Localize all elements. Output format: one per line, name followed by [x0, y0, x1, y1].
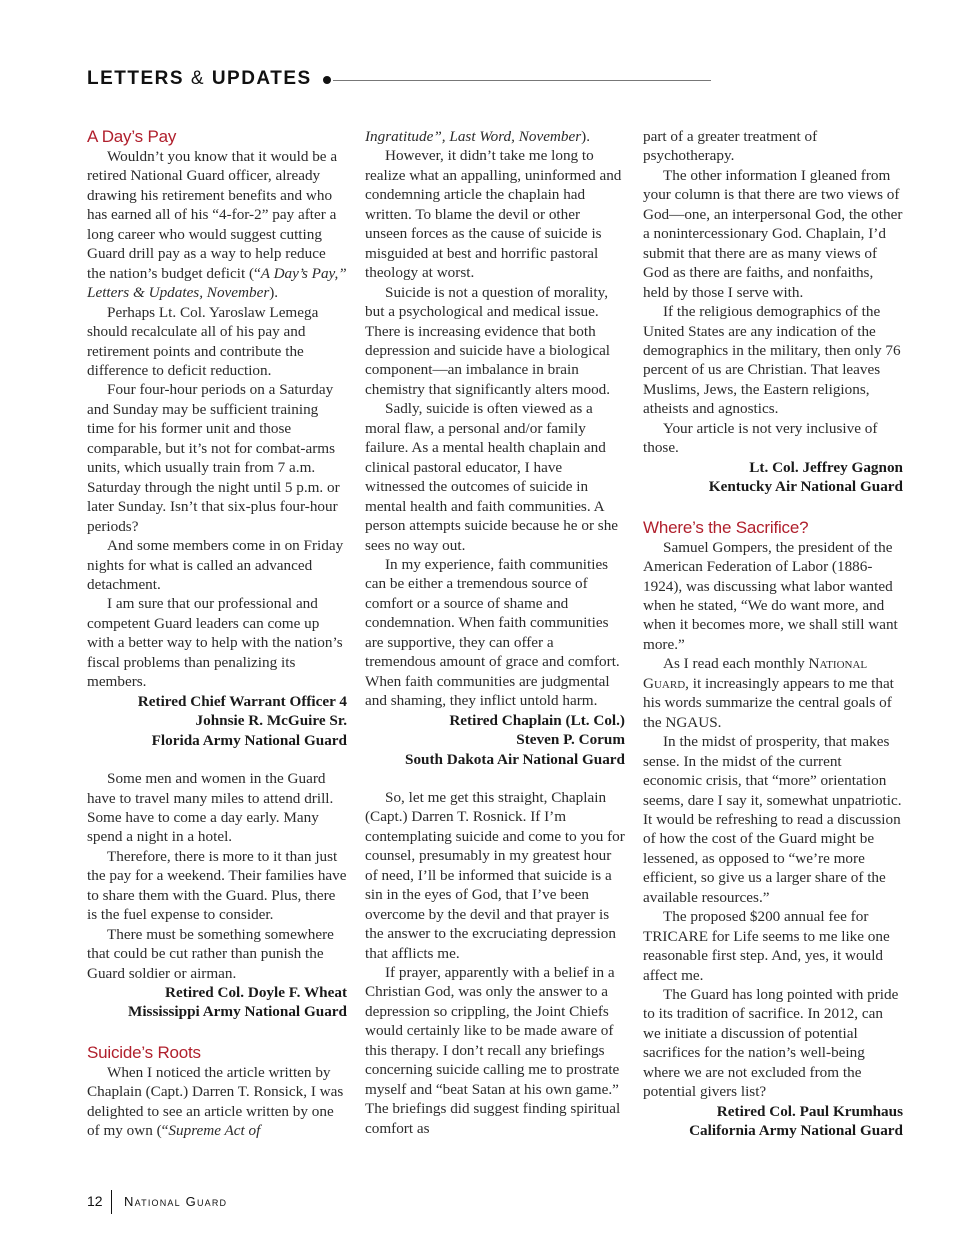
letter-paragraph: If prayer, apparently with a belief in a Christian God, was only the answer to a depression so crippling, the Joint Chiefs would certainly like to be made aware of this therapy. I don’t recall any briefings concerning suicide calling me to prostrate myself and “beat Satan at his own game.” The briefings did suggest finding spiritual comfort as	[365, 964, 621, 1137]
heading-wheres-the-sacrifice: Where’s the Sacrifice?	[643, 517, 809, 537]
signature-corum: Retired Chaplain (Lt. Col.) Steven P. Corum South Dakota Air National Guard	[405, 711, 625, 768]
section-title-letters: LETTERS	[87, 68, 185, 89]
letter-paragraph: Samuel Gompers, the president of the American Federation of Labor (1886-1924), was discussing what labor wanted when he stated, “We do want more, and when it becomes more, we shall still want more.”	[643, 538, 898, 653]
page-number: 12	[87, 1193, 103, 1209]
letter-paragraph: I am sure that our professional and competent Guard leaders can come up with a better way to help with the nation’s fiscal problems than penalizing its members.	[87, 595, 343, 691]
header-rule	[333, 80, 711, 81]
footer-divider	[111, 1190, 112, 1214]
letter-paragraph: There must be something somewhere that could be cut rather than punish the Guard soldier or airman.	[87, 925, 334, 982]
publication-name: National Guard	[124, 1194, 228, 1209]
letter-paragraph: part of a greater treatment of psychotherapy.	[643, 128, 818, 165]
letter-paragraph: Your article is not very inclusive of those.	[643, 419, 878, 457]
letter-paragraph: If the religious demographics of the United States are any indication of the demographics in the military, then only 76 percent of us are Christian. That leaves Muslims, Jews, the Eastern religions, atheists and agnostics.	[643, 303, 901, 418]
letter-paragraph: When I noticed the article written by Chaplain (Capt.) Darren T. Ronsick, I was delighted to see an article written by one of my own (“Supreme Act of	[87, 1063, 344, 1140]
column-1	[87, 127, 347, 1141]
heading-suicides-roots: Suicide’s Roots	[87, 1042, 201, 1062]
signature-wheat: Retired Col. Doyle F. Wheat Mississippi Army National Guard	[128, 984, 347, 1021]
section-title-updates: UPDATES	[211, 68, 312, 89]
letter-paragraph: Four four-hour periods on a Saturday and Sunday may be sufficient training time for his former unit and those comparable, but it’s not for combat-arms units, which usually train from 7 a.m. Saturday through the night until 5 p.m. or later Sunday. Isn’t that six-plus four-hour periods?	[87, 381, 340, 535]
header-bullet-icon	[323, 76, 331, 84]
letter-paragraph: Sadly, suicide is often viewed as a moral flaw, a personal and/or family failure. As a mental health chaplain and clinical pastoral educator, I have witnessed the outcomes of suicide in mental health and faith communities. A person attempts suicide because he or she sees no way out.	[365, 400, 619, 554]
letter-paragraph: In my experience, faith communities can be either a tremendous source of comfort or a source of shame and condemnation. When faith communities are supportive, they can offer a tremendous amount of grace and comfort. When faith communities are judgmental and shaming, they inflict untold harm.	[365, 555, 620, 710]
letter-paragraph: And some members come in on Friday nights for what is called an advanced detachment.	[87, 537, 344, 593]
section-title-ampersand: &	[190, 68, 206, 89]
signature-mcguire: Retired Chief Warrant Officer 4 Johnsie R. McGuire Sr. Florida Army National Guard	[137, 692, 347, 749]
letter-paragraph: Suicide is not a question of morality, but a psychological and medical issue. There is increasing evidence that both depression and suicide have a biological component—an imbalance in brain chemistry that significantly alters mood.	[365, 283, 611, 398]
letter-paragraph: In the midst of prosperity, that makes sense. In the midst of the current economic crisis, that “more” orientation seems, dare I say it, somewhat unpatriotic. It would be refreshing to read a discussion of how the cost of the Guard might be lessened, as opposed to “we’re more efficient, so give us a larger share of the available resources.”	[643, 733, 902, 906]
letter-paragraph: Some men and women in the Guard have to travel many miles to attend drill. Some have to come a day early. Many spend a night in a hotel.	[87, 770, 334, 846]
letter-paragraph: As I read each monthly National Guard, it increasingly appears to me that his words summarize the central goals of the NGAUS.	[643, 655, 894, 731]
section-header	[87, 66, 627, 96]
signature-krumhaus: Retired Col. Paul Krumhaus California Army National Guard	[689, 1102, 903, 1140]
letter-paragraph: Ingratitude”, Last Word, November).	[365, 128, 591, 145]
letter-paragraph: The proposed $200 annual fee for TRICARE for Life seems to me like one reasonable first step. And, yes, it would affect me.	[643, 908, 890, 984]
letter-paragraph: Perhaps Lt. Col. Yaroslaw Lemega should recalculate all of his pay and retirement points and contribute the difference to deficit reduction.	[87, 303, 319, 379]
letter-paragraph: The other information I gleaned from your column is that there are two views of God—one, an interpersonal God, the other a nonintercessionary God. Chaplain, I’d submit that there are as many views of God as there are faiths, and nonfaiths, held by those I serve with.	[643, 166, 903, 301]
column-3	[643, 127, 903, 1141]
letter-paragraph: So, let me get this straight, Chaplain (Capt.) Darren T. Rosnick. If I’m contemplating suicide and come to you for counsel, presumably in my greatest hour of need, I’ll be informed that suicide is a sin in the eyes of God, that I’ve been overcome by the devil and that prayer is the answer to the excruciating depression that afflicts me.	[365, 788, 625, 962]
letter-paragraph: However, it didn’t take me long to realize what an appalling, uninformed and condemning article the chaplain had written. To blame the devil or other unseen forces as the cause of suicide is misguided at best and horrific pastoral theology at worst.	[365, 147, 622, 282]
letter-paragraph: The Guard has long pointed with pride to its tradition of sacrifice. In 2012, can we initiate a discussion of potential sacrifices for the nation’s well-being where we are not excluded from the potential givers list?	[643, 986, 899, 1101]
letter-paragraph: Wouldn’t you know that it would be a retired National Guard officer, already drawing his retirement benefits and who has earned all of his “4-for-2” pay after a long career who would suggest cutting Guard drill pay as a way to help reduce the nation’s budget deficit (“A Day’s Pay,” Letters & Updates, November).	[87, 148, 347, 302]
column-2	[365, 127, 625, 1138]
section-title	[87, 68, 312, 90]
page-footer	[87, 1190, 387, 1216]
letter-paragraph: Therefore, there is more to it than just the pay for a weekend. Their families have to share them with the Guard. Plus, there is the fuel expense to consider.	[87, 847, 347, 924]
heading-a-days-pay: A Day’s Pay	[87, 127, 177, 146]
signature-gagnon: Lt. Col. Jeffrey Gagnon Kentucky Air National Guard	[708, 458, 903, 496]
